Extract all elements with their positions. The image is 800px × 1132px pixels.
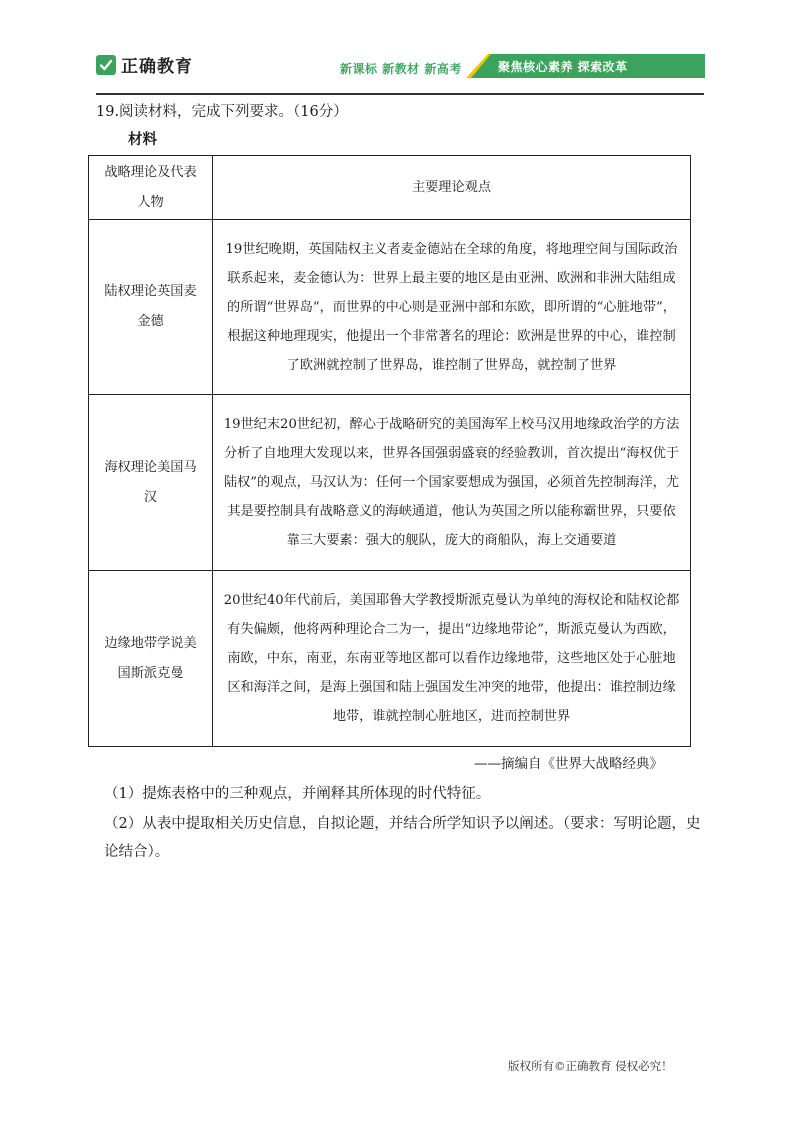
table-header-row bbox=[89, 156, 691, 220]
page-header bbox=[96, 50, 704, 94]
slogan-left: 新课标 新教材 新高考 bbox=[340, 62, 462, 76]
material-table bbox=[88, 155, 691, 747]
header-divider bbox=[96, 93, 704, 95]
question-title: 19.阅读材料，完成下列要求。（16分） bbox=[96, 104, 348, 120]
theory-content: 19世纪末20世纪初，醉心于战略研究的美国海军上校马汉用地缘政治学的方法分析了自地理大发现以来，世界各国强弱盛衰的经验教训，首次提出“海权优于陆权”的观点，马汉认为：任何一个国家要想成为强国，必须首先控制海洋，尤其是要控制具有战略意义的海峡通道，他认为英国之所以能称霸世界，只要依靠三大要素：强大的舰队，庞大的商船队，海上交通要道 bbox=[213, 395, 691, 571]
source-citation: ——摘编自《世界大战略经典》 bbox=[474, 756, 663, 772]
theory-name: 边缘地带学说美国斯派克曼 bbox=[89, 571, 213, 747]
brand-logo bbox=[96, 52, 193, 77]
theory-name: 陆权理论英国麦金德 bbox=[89, 220, 213, 395]
table-row bbox=[89, 220, 691, 395]
slogan-right: 聚焦核心素养 探索改革 bbox=[498, 60, 628, 74]
theory-content: 19世纪晚期，英国陆权主义者麦金德站在全球的角度，将地理空间与国际政治联系起来，麦金德认为：世界上最主要的地区是由亚洲、欧洲和非洲大陆组成的所谓“世界岛”，而世界的中心则是亚洲中部和东欧，即所谓的“心脏地带”，根据这种地理现实，他提出一个非常著名的理论：欧洲是世界的中心，谁控制了欧洲就控制了世界岛，谁控制了世界岛，就控制了世界 bbox=[213, 220, 691, 395]
brand-name: 正确教育 bbox=[121, 57, 193, 77]
table-header-cell: 战略理论及代表人物 bbox=[89, 156, 213, 220]
sub-question-2: （2）从表中提取相关历史信息，自拟论题，并结合所学知识予以阐述。（要求：写明论题，史论结合）。 bbox=[104, 816, 701, 860]
table-header-cell: 主要理论观点 bbox=[213, 156, 691, 220]
copyright-footer: 版权所有©正确教育 侵权必究！ bbox=[508, 1059, 673, 1073]
sub-question-1: （1）提炼表格中的三种观点，并阐释其所体现的时代特征。 bbox=[104, 786, 491, 802]
table-row bbox=[89, 395, 691, 571]
theory-content: 20世纪40年代前后，美国耶鲁大学教授斯派克曼认为单纯的海权论和陆权论都有失偏颇，他将两种理论合二为一，提出“边缘地带论”，斯派克曼认为西欧，南欧，中东，南亚，东南亚等地区都可以看作边缘地带，这些地区处于心脏地区和海洋之间，是海上强国和陆上强国发生冲突的地带，他提出：谁控制边缘地带，谁就控制心脏地区，进而控制世界 bbox=[213, 571, 691, 747]
material-label: 材料 bbox=[128, 131, 157, 148]
checkmark-icon bbox=[96, 55, 116, 75]
theory-name: 海权理论美国马汉 bbox=[89, 395, 213, 571]
table-row bbox=[89, 571, 691, 747]
